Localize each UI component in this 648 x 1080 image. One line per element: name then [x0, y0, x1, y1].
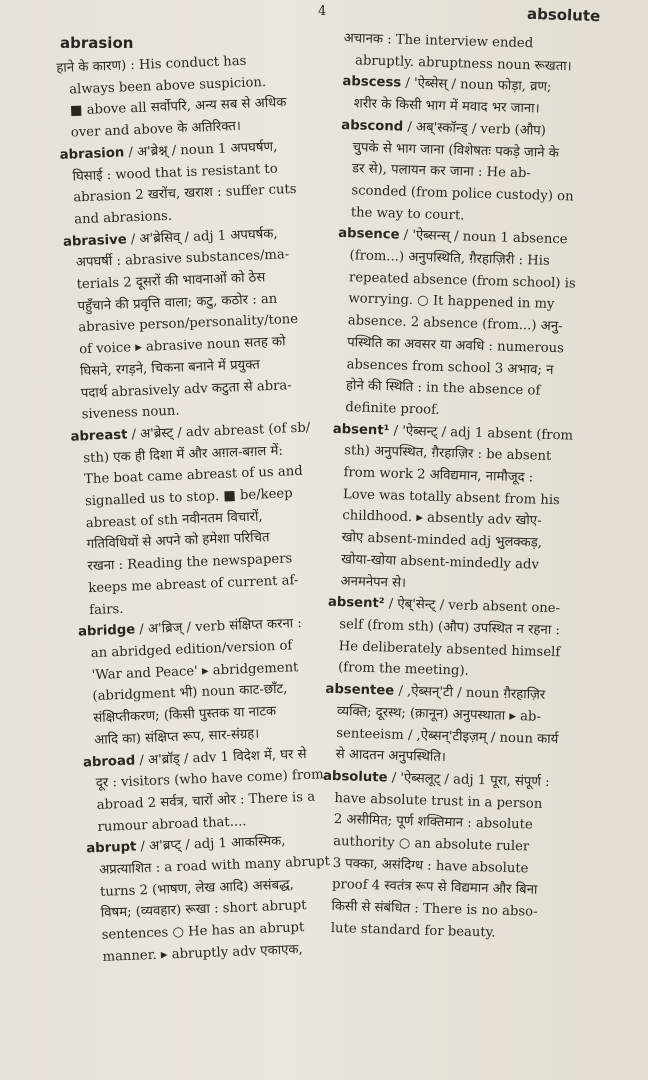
left-column: [56, 47, 365, 968]
entry-line: 'War and Peace' ▸ abridgement: [91, 659, 299, 683]
right-column: [319, 28, 626, 947]
entry-first-line: abscond / अब्'स्कॉन्ड् / verb (औप): [341, 117, 547, 139]
entry-first-line: absent¹ / 'ऐब्सन्ट् / adj 1 absent (from: [332, 421, 574, 444]
running-head: absolute: [526, 4, 601, 26]
entry-first-line: abroad / अ'ब्रॉड् / adv 1 विदेश में, घर से: [82, 746, 307, 770]
entry-line: proof 4 स्वतंत्र रूप से विद्यमान और बिना: [331, 877, 538, 899]
dictionary-entry: [343, 28, 626, 79]
entry-line: sth) अनुपस्थित, ग़ैरहाज़िर : be absent: [343, 443, 552, 465]
entry-first-line: अचानक : The interview ended: [343, 30, 534, 52]
entry-first-line: absence / 'ऐब्सन्स् / noun 1 absence: [338, 226, 568, 248]
dictionary-entry: [59, 134, 336, 231]
entry-line: senteeism / ,ऐब्सन्'टीइज़म् / noun कार्य: [336, 725, 559, 747]
entry-line: abroad 2 सर्वत्र, चारों ओर : There is a: [96, 789, 316, 813]
entry-line: sentences ○ He has an abrupt: [101, 920, 305, 944]
entry-line: and abrasions.: [73, 208, 173, 228]
entry-line: शरीर के किसी भाग में मवाद भर जाना।: [353, 96, 540, 117]
entry-first-line: हाने के कारण) : His conduct has: [56, 53, 247, 76]
entry-line: self (from sth) (औप) उपस्थित न रहना :: [339, 617, 561, 639]
entry-line: authority ○ an absolute ruler: [333, 834, 530, 855]
dictionary-entry: [319, 766, 606, 947]
entry-line: siveness noun.: [81, 403, 180, 423]
dictionary-entry: [326, 592, 610, 687]
entry-line: दूर : visitors (who have come) from: [95, 767, 324, 792]
entry-line: over and above के अतिरिक्त।: [70, 119, 242, 141]
entry-line: Love was totally absent from his: [342, 486, 561, 508]
entry-line: abrasive person/personality/tone: [78, 312, 299, 336]
dictionary-entry: [78, 611, 357, 752]
entry-line: abruptly. abruptness noun रूखता।: [354, 53, 572, 75]
entry-line: ■ above all सर्वोपरि, अन्य सब से अधिक: [69, 95, 287, 119]
entry-line: अनमनेपन से।: [340, 573, 407, 591]
entry-line: manner. ▸ abruptly adv एकाएक,: [102, 942, 304, 965]
entry-line: रखना : Reading the newspapers: [87, 551, 293, 575]
entry-line: संक्षिप्तीकरण; (किसी पुस्तक या नाटक: [93, 704, 277, 727]
entry-line: the way to court.: [350, 204, 465, 224]
entry-line: absence. 2 absence (from...) अनु-: [347, 313, 563, 335]
entry-line: से आदतन अनुपस्थिति।: [335, 747, 447, 766]
entry-line: घिसने, रगड़ने, चिकना बनाने में प्रयुक्त: [79, 357, 261, 380]
entry-line: repeated absence (from school) is: [348, 269, 576, 292]
entry-line: गतिविधियों से अपने को हमेशा परिचित: [86, 530, 270, 553]
entry-first-line: abreast / अ'ब्रेस्ट् / adv abreast (of sb/: [70, 420, 311, 445]
entry-line: lute standard for beauty.: [330, 920, 496, 941]
entry-line: sconded (from police custody) on: [351, 183, 574, 205]
entry-line: have absolute trust in a person: [334, 790, 543, 812]
entry-line: विषम; (व्यवहार) रूखा : short abrupt: [100, 898, 307, 922]
entry-line: from work 2 अविद्यमान, नामौजूद :: [343, 465, 534, 486]
entry-line: turns 2 (भाषण, लेख आदि) असंबद्ध,: [99, 877, 295, 900]
entry-first-line: abrupt / अ'ब्रप्ट् / adj 1 आकस्मिक,: [86, 834, 286, 857]
entry-line: डर से), पलायन कर जाना : He ab-: [351, 161, 532, 182]
entry-line: 3 पक्का, असंदिग्ध : have absolute: [332, 855, 529, 877]
entry-line: (from the meeting).: [337, 660, 469, 680]
entry-line: always been above suspicion.: [68, 74, 267, 98]
entry-line: signalled us to stop. ■ be/keep: [84, 486, 293, 510]
entry-line: abrasion 2 खरोंच, खराश : suffer cuts: [73, 182, 297, 206]
entry-line: होने की स्थिति : in the absence of: [345, 378, 541, 399]
entry-line: He deliberately absented himself: [338, 638, 561, 660]
entry-first-line: abscess / 'ऐब्सेस् / noun फोड़ा, व्रण;: [342, 74, 552, 96]
entry-line: (abridgment भी) noun काट-छाँट,: [92, 681, 288, 705]
entry-line: पहुँचाने की प्रवृत्ति वाला; कटु, कठोर : an: [77, 291, 278, 315]
entry-line: worrying. ○ It happened in my: [348, 291, 555, 313]
entry-first-line: absent² / ऐब्'सेन्ट् / verb absent one-: [327, 595, 561, 617]
entry-line: keeps me abreast of current af-: [88, 572, 299, 597]
entry-line: sth) एक ही दिशा में और अग़ल-बग़ल में:: [83, 443, 284, 466]
entry-line: The boat came abreast of us and: [83, 464, 303, 488]
guide-word: abrasion: [60, 34, 134, 52]
entry-line: खोया-खोया absent-mindedly adv: [340, 552, 540, 573]
entry-line: definite proof.: [345, 400, 440, 418]
entry-line: घिसाई : wood that is resistant to: [72, 161, 278, 184]
entry-line: abreast of sth नवीनतम विचारों,: [85, 509, 263, 531]
entry-first-line: absentee / ,ऐब्सन्'टी / noun ग़ैरहाज़िर: [325, 681, 546, 703]
entry-line: अपघर्षी : abrasive substances/ma-: [75, 247, 290, 271]
entry-first-line: abridge / अ'ब्रिज् / verb संक्षिप्त करना :: [77, 616, 303, 640]
entry-line: व्यक्ति; दूरस्थ; (क़ानून) अनुपस्थाता ▸ ab-: [336, 703, 542, 725]
page-number: 4: [318, 4, 327, 19]
entry-first-line: abrasive / अ'ब्रेसिव् / adj 1 अपघर्षक,: [62, 226, 278, 250]
dictionary-entry: [63, 221, 344, 427]
entry-first-line: absolute / 'ऐब्सलूट् / adj 1 पूरा, संपूर्ण :: [322, 768, 550, 790]
entry-line: पस्थिति का अवसर या अवधि : numerous: [347, 335, 565, 357]
dictionary-entry: [56, 47, 333, 144]
entry-line: चुपके से भाग जाना (विशेषतः पकड़े जाने के: [352, 139, 560, 161]
entry-line: (from...) अनुपस्थिति, ग़ैरहाज़िरी : His: [349, 248, 550, 269]
entry-line: किसी से संबंधित : There is no abso-: [331, 899, 538, 920]
dictionary-entry: [83, 741, 360, 838]
dictionary-entry: [323, 679, 607, 774]
entry-first-line: abrasion / अ'ब्रेश्न् / noun 1 अपघर्षण,: [59, 139, 278, 163]
entry-line: खोए absent-minded adj भुलक्कड़,: [341, 530, 543, 551]
entry-line: 2 असीमित; पूर्ण शक्तिमान : absolute: [333, 812, 533, 833]
entry-line: an abridged edition/version of: [90, 638, 293, 662]
entry-line: terials 2 दूसरों की भावनाओं को ठेस: [76, 270, 266, 293]
entry-line: अप्रत्याशित : a road with many abrupt: [98, 854, 331, 878]
entry-line: fairs.: [88, 601, 124, 618]
entry-line: आदि का) संक्षिप्त रूप, सार-संग्रह।: [93, 726, 260, 748]
dictionary-entry: [333, 223, 620, 426]
dictionary-entry: [339, 115, 624, 231]
dictionary-entry: [342, 71, 625, 122]
dictionary-entry: [70, 416, 351, 622]
entry-line: absences from school 3 अभाव; न: [346, 356, 554, 378]
entry-line: childhood. ▸ absently adv खोए-: [342, 508, 542, 530]
dictionary-entry: [328, 419, 615, 600]
entry-line: of voice ▸ abrasive noun सतह को: [78, 334, 286, 358]
entry-line: rumour abroad that....: [97, 813, 247, 835]
entry-line: पदार्थ abrasively adv कटुता से abra-: [80, 377, 293, 401]
